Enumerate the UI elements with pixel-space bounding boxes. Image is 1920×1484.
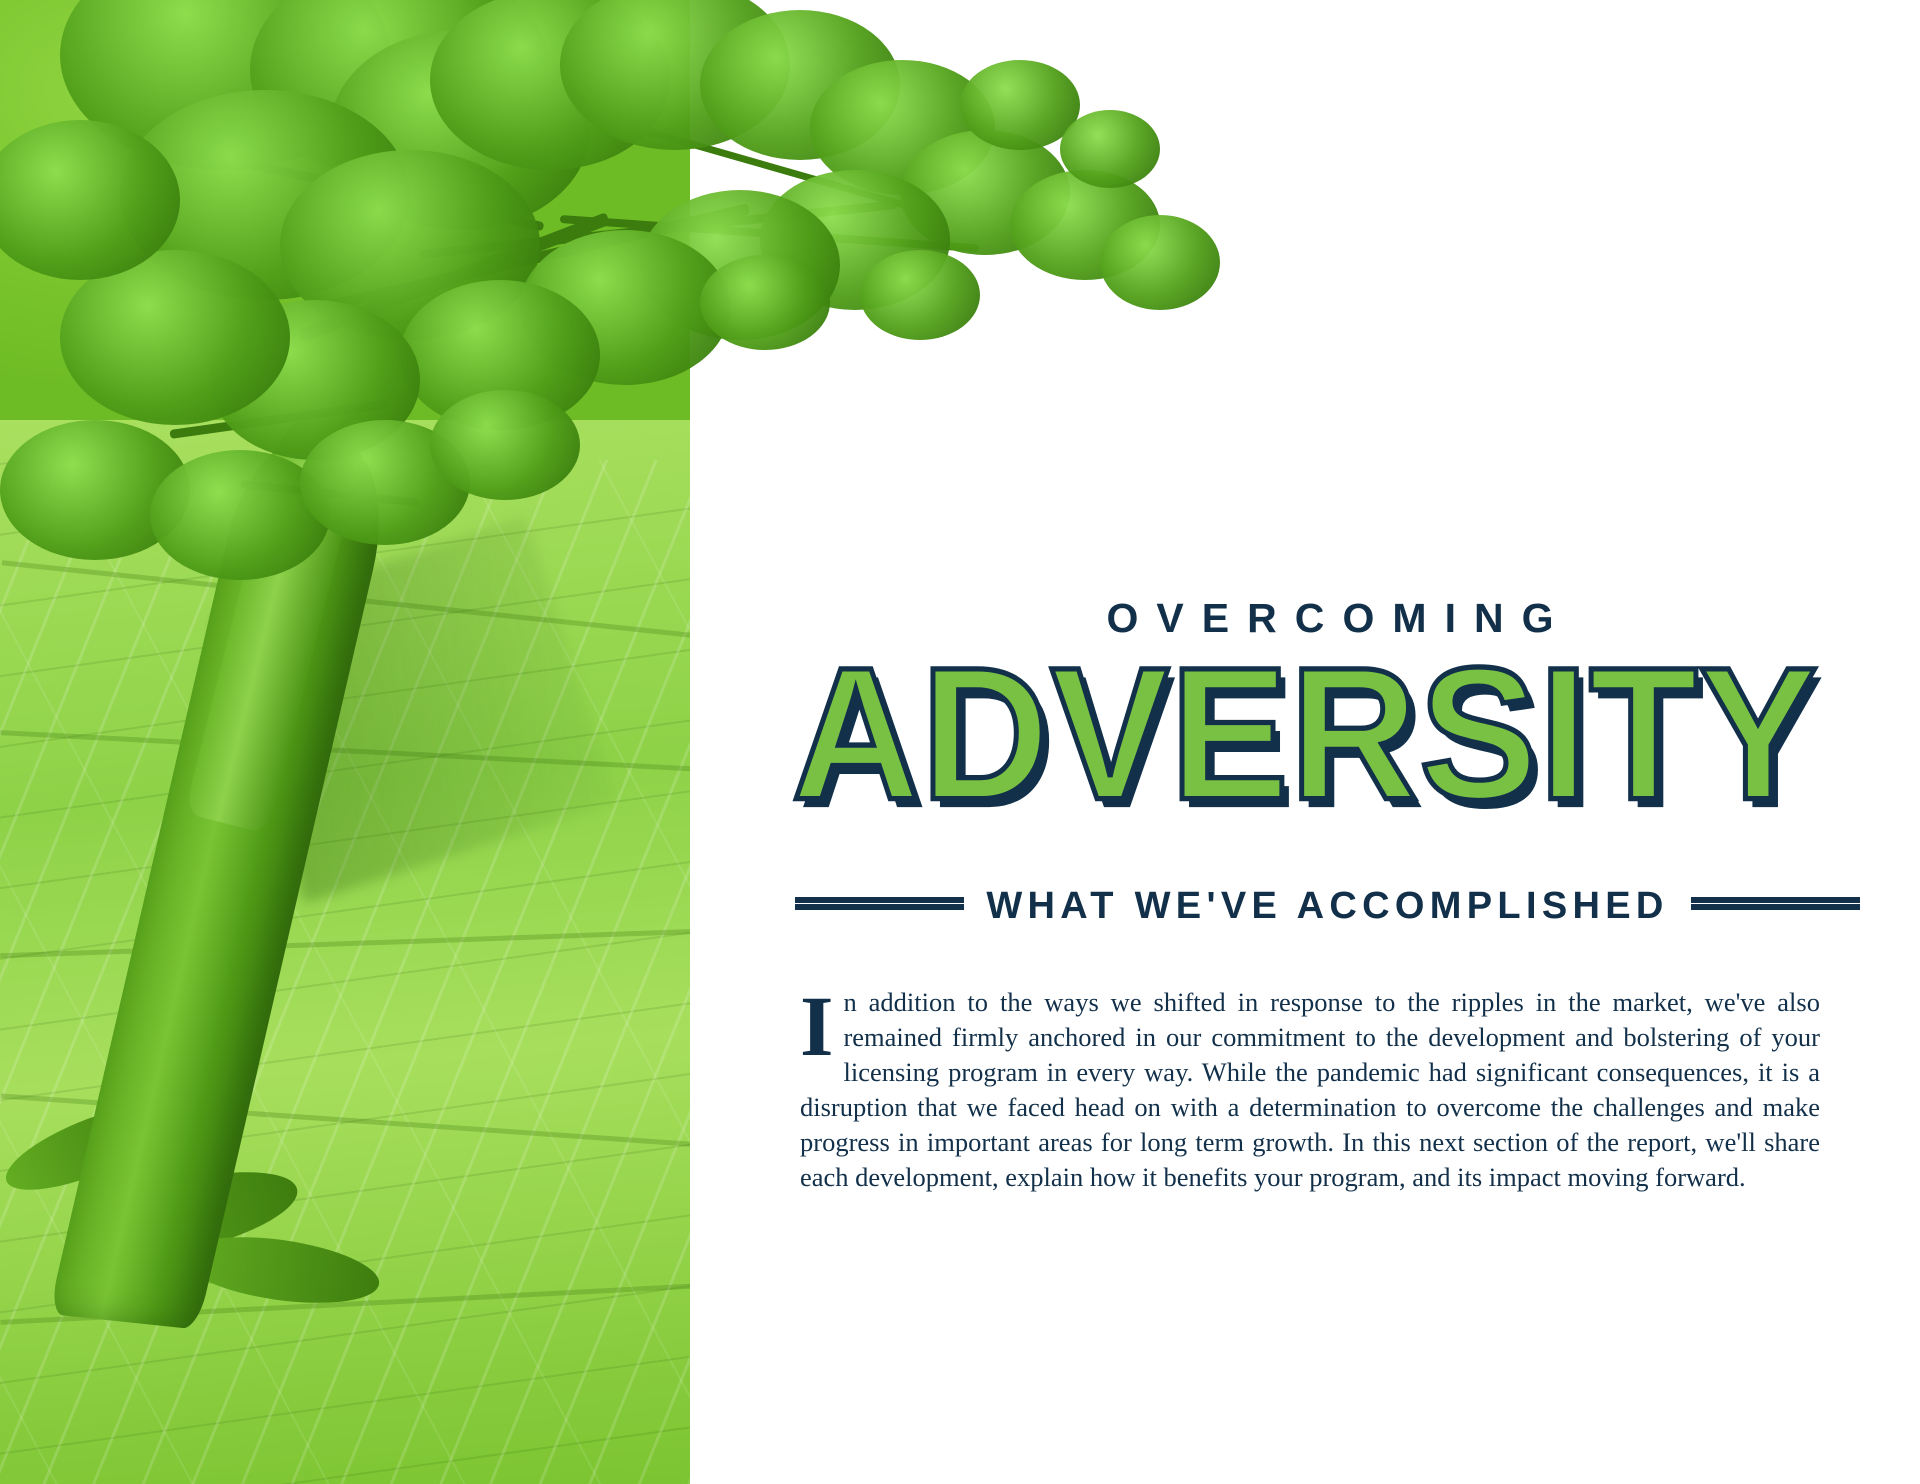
text-column [690,0,1920,1484]
rock-crack [0,927,690,959]
drop-cap: I [800,978,834,1074]
intro-paragraph [800,978,1820,1195]
intro-paragraph-text: n addition to the ways we shifted in response to the ripples in the market, we've also remained firmly anchored in our commitment to the development and bolstering of your licensing program in every way. While the pandemic had significant consequences, it is a disruption that we faced head on with a determination to overcome the challenges and make progress in important areas for long term growth. In this next section of the report, we'll share each development, explain how it benefits your program, and its impact moving forward. [800,987,1820,1192]
rule-right [1691,904,1860,910]
rule-left [795,904,964,910]
page-kicker: OVERCOMING [1106,595,1572,641]
page-subtitle: WHAT WE'VE ACCOMPLISHED [986,885,1669,927]
subhead-row [795,885,1860,928]
page-title: ADVERSITY [791,628,1819,839]
page-title-wrapper [690,628,1920,845]
